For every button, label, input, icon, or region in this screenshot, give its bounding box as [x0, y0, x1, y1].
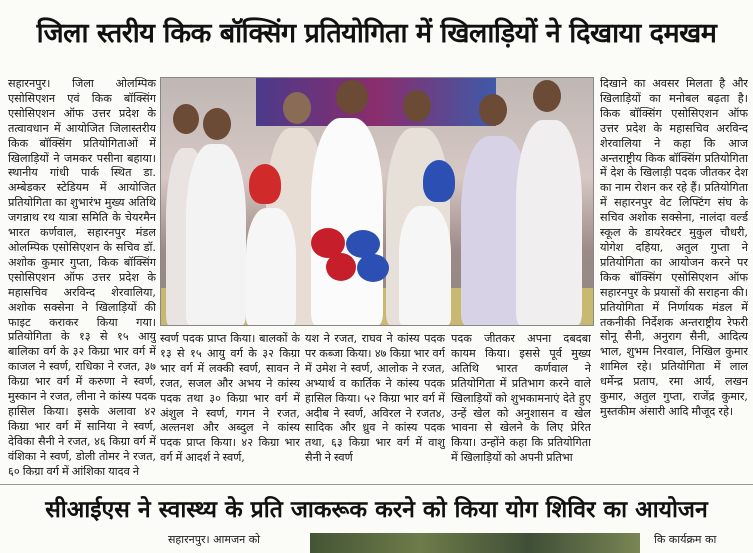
official-figure [186, 144, 246, 325]
column-text: दिखाने का अवसर मिलता है और खिलाड़ियों का मनोबल बढ़ता है। किक बॉक्सिंग एसोसिएशन ऑफ उत्तर प्रदेश के महासचिव अरविन्द शेरवालिया ने कहा कि आज अन्तराष्ट्रीय किक बॉक्सिंग प्रतियोगिता में देश के खिलाड़ी पदक जीतकर देश का नाम रोशन कर रहे हैं। प्रतियोगिता में सहारनपुर वेट लिफ्टिंग संघ के सचिव अशोक सक्सेना, नालंदा वर्ल्ड स्कूल के डायरेक्टर मुकुल चौधरी, योगेश दहिया, अतुल गुप्ता ने प्रतियोगिता का आयोजन करने पर किक बॉक्सिंग एसोसिएशन ऑफ सहारनपुर के प्रयासों की सराहना की। प्रतियोगिता में निर्णायक मंडल में तकनीकी निर्देशक अन्तराष्ट्रीय रेफरी सोनू सैनी, अनुराग सैनी, आदित्य भाल, शुभम निरवाल, निखिल कुमार शामिल रहे। प्रतियोगिता में लाल धर्मेन्द्र प्रताप, रमा आर्य, लखन कुमार, अतुल गुप्ता, राजेंद्र कुमार, मुस्तकीम अंसारी आदि मौजूद रहे। [600, 77, 748, 418]
kickboxing-photo [160, 77, 594, 326]
official-head [403, 90, 431, 122]
boxer-red [246, 208, 296, 325]
column-text: यश ने रजत, राघव ने कांस्य पदक पर कब्जा किया। ४७ किग्रा भार वर्ग में उमेश ने स्वर्ण, आलोक ने रजत, अभ्यार्थ व कार्तिक ने कांस्य पदक हासिल किया। ५२ किग्रा भार वर्ग में अदीब ने स्वर्ण, अविरल ने रजत४, सादिक और ध्रुव ने कांस्य पदक तथा, ६३ किग्रा भार वर्ग में वाशु सैनी ने स्वर्ण [305, 332, 445, 465]
column-text: स्वर्ण पदक प्राप्त किया। बालकों के १३ से १५ आयु वर्ग के ३२ किग्रा भार वर्ग में लक्की स्वर्ण, सावन ने रजत, सजल और अभय ने कांस्य पदक तथा ३० किग्रा भार वर्ग में अंशुल ने स्वर्ण, गगन ने रजत, अल्तनश और अब्दुल ने कांस्य पदक प्राप्त किया। ४२ किग्रा भार वर्ग में आदर्श ने स्वर्ण, [160, 332, 300, 465]
second-article-text: सहारनपुर। आमजन को [168, 533, 261, 546]
headline: जिला स्तरीय किक बॉक्सिंग प्रतियोगिता में खिलाड़ियों ने दिखाया दमखम [36, 17, 717, 49]
second-article-text: कि कार्यक्रम का [654, 533, 717, 546]
official-head [173, 104, 199, 134]
article-column-2 [160, 332, 300, 478]
article-column-5 [600, 77, 748, 477]
official-head [336, 80, 368, 114]
blue-helmet [423, 160, 455, 202]
official-head [479, 94, 507, 126]
official-figure [516, 120, 582, 325]
blue-glove [357, 254, 389, 282]
boxer-blue [399, 206, 451, 325]
official-head [533, 80, 561, 112]
official-figure [311, 118, 383, 325]
red-helmet [249, 164, 281, 204]
red-glove [326, 253, 356, 281]
yoga-photo [310, 533, 640, 553]
official-head [283, 92, 311, 124]
article-column-3 [305, 332, 445, 478]
official-head [203, 108, 231, 140]
article-column-4 [451, 332, 591, 478]
second-headline: सीआईएस ने स्वास्थ्य के प्रति जाकरूक करने को किया योग शिविर का आयोजन [0, 484, 753, 531]
column-text: पदक जीतकर अपना दबदबा कायम किया। इससे पूर्व मुख्य अतिथि भारत कर्णवाल ने प्रतियोगिता में प्रतिभाग करने वाले खिलाड़ियों को शुभकामनाएं देते हुए उन्हें खेल को अनुशासन व खेल भावना से खेलने के लिए प्रेरित किया। उन्होंने कहा कि प्रतियोगिता में खिलाड़ियों को अपनी प्रतिभा [451, 332, 591, 465]
column-text: सहारनपुर। जिला ओलम्पिक एसोसिएशन एवं किक बॉक्सिंग एसोसिएशन ऑफ उत्तर प्रदेश के तत्वावधान में आयोजित जिलास्तरीय किक बॉक्सिंग प्रतियोगिताओं में खिलाड़ियों ने जमकर पसीना बहाया। स्थानीय गांधी पार्क स्थित डा. अम्बेडकर स्टेडियम में आयोजित प्रतियोगिता का शुभारंभ मुख्य अतिथि जगन्नाथ रथ यात्रा समिति के चेयरमैन भारत कर्णवाल, सहारनपुर मंडल ओलम्पिक एसोसिएशन के सचिव डॉ. अशोक कुमार गुप्ता, किक बॉक्सिंग एसोसिएशन ऑफ उत्तर प्रदेश के महासचिव अरविन्द शेरवालिया, अशोक सक्सेना ने खिलाड़ियों की फाइट कराकर किया गया। प्रतियोगिता के १३ से १५ आयु बालिका वर्ग के ३२ किग्रा भार वर्ग में काजल ने स्वर्ण, राधिका ने रजत, ३७ किग्रा भार वर्ग में करुणा ने स्वर्ण, मुस्कान ने रजत, लीना ने कांस्य पदक हासिल किया। इसके अलावा ४२ किग्रा भार वर्ग में सानिया ने स्वर्ण, देविका सैनी ने रजत, ४६ किग्रा वर्ग में वंशिका ने स्वर्ण, डोली तोमर ने रजत, ६० किग्रा वर्ग में आंशिका यादव ने [8, 77, 156, 478]
article-column-1 [8, 77, 156, 487]
